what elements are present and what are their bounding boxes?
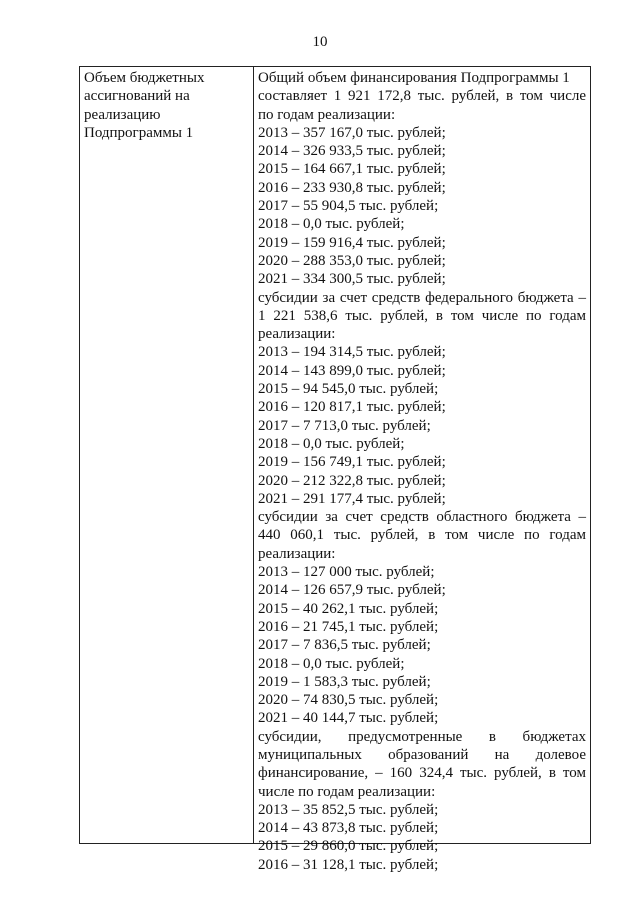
value-line: реализации: [258,545,336,562]
label-line: ассигнований на [84,88,190,105]
value-line: 2013 – 357 167,0 тыс. рублей; [258,124,446,141]
value-line: муниципальных образований на долевое [258,746,586,763]
value-line: 2019 – 159 916,4 тыс. рублей; [258,234,446,251]
value-line: 2020 – 74 830,5 тыс. рублей; [258,692,439,709]
value-line: по годам реализации: [258,106,396,123]
label-line: реализацию [84,106,161,123]
value-line: 2021 – 291 177,4 тыс. рублей; [258,490,446,507]
value-line: субсидии за счет средств областного бюджета – [258,509,586,526]
value-line: 2013 – 35 852,5 тыс. рублей; [258,801,439,818]
page-number: 10 [312,34,328,50]
value-line: 2016 – 21 745,1 тыс. рублей; [258,618,439,635]
value-line: 2018 – 0,0 тыс. рублей; [258,216,405,233]
value-line: 2021 – 40 144,7 тыс. рублей; [258,710,439,727]
table-label-cell [84,69,250,142]
value-line: 2015 – 29 860,0 тыс. рублей; [258,838,439,855]
value-line: 2017 – 7 836,5 тыс. рублей; [258,637,431,654]
budget-table [79,66,591,873]
value-line: субсидии, предусмотренные в бюджетах [258,728,586,745]
value-line: 2013 – 127 000 тыс. рублей; [258,564,435,581]
value-line: 2020 – 212 322,8 тыс. рублей; [258,472,446,489]
value-line: 2016 – 120 817,1 тыс. рублей; [258,399,446,416]
value-line: 2014 – 43 873,8 тыс. рублей; [258,820,439,837]
column-divider [253,67,254,843]
value-line: 2013 – 194 314,5 тыс. рублей; [258,344,446,361]
value-line: 2016 – 233 930,8 тыс. рублей; [258,179,446,196]
value-line: 2015 – 40 262,1 тыс. рублей; [258,600,439,617]
value-line: 2015 – 94 545,0 тыс. рублей; [258,381,439,398]
value-line: 2019 – 1 583,3 тыс. рублей; [258,673,431,690]
value-line: 2020 – 288 353,0 тыс. рублей; [258,252,446,269]
value-line: 440 060,1 тыс. рублей, в том числе по годам [258,527,586,544]
value-line: 2019 – 156 749,1 тыс. рублей; [258,454,446,471]
value-line: финансирование, – 160 324,4 тыс. рублей, в том [258,765,586,782]
value-line: 2018 – 0,0 тыс. рублей; [258,435,405,452]
value-line: 2021 – 334 300,5 тыс. рублей; [258,271,446,288]
value-line: составляет 1 921 172,8 тыс. рублей, в том числе [258,88,586,105]
value-line: 2014 – 326 933,5 тыс. рублей; [258,143,446,160]
value-line: числе по годам реализации: [258,783,436,800]
value-line: 2014 – 143 899,0 тыс. рублей; [258,362,446,379]
table-value-cell [258,69,586,874]
value-line: реализации: [258,326,336,343]
value-line: Общий объем финансирования Подпрограммы 1 [258,70,570,86]
value-line: субсидии за счет средств федерального бюджета – [258,289,586,306]
value-line: 2015 – 164 667,1 тыс. рублей; [258,161,446,178]
label-line: Подпрограммы 1 [84,124,194,141]
value-line: 2018 – 0,0 тыс. рублей; [258,655,405,672]
value-line: 2017 – 7 713,0 тыс. рублей; [258,417,431,434]
value-line: 2016 – 31 128,1 тыс. рублей; [258,856,439,873]
label-line: Объем бюджетных [84,70,205,86]
value-line: 2014 – 126 657,9 тыс. рублей; [258,582,446,599]
value-line: 2017 – 55 904,5 тыс. рублей; [258,198,439,215]
value-line: 1 221 538,6 тыс. рублей, в том числе по годам [258,307,586,324]
